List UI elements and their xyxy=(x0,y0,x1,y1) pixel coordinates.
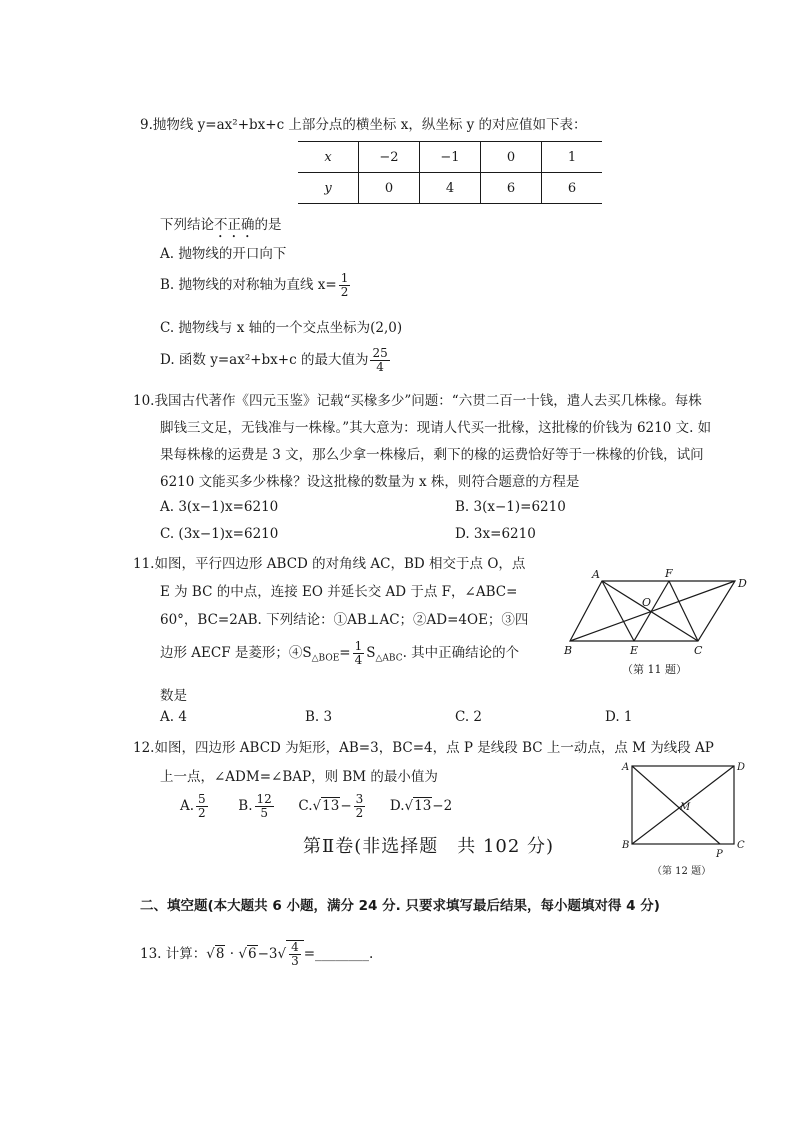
label-d: D xyxy=(737,762,746,773)
q10-number: 10. xyxy=(133,393,155,409)
segment-ap xyxy=(632,766,720,844)
q9-option-b-fraction xyxy=(339,272,351,299)
segment-ef xyxy=(634,581,669,641)
q11-line4-pre: 边形 AECF 是菱形；④S xyxy=(160,645,312,661)
fraction-denominator: 2 xyxy=(340,285,349,299)
q11-option-b: B. 3 xyxy=(305,709,333,725)
label-f: F xyxy=(665,567,673,580)
q12-option-a xyxy=(180,792,210,820)
q12-number: 12. xyxy=(133,740,155,756)
q11-option-a: A. 4 xyxy=(160,709,187,725)
label-c: C xyxy=(737,840,745,851)
section2-title: 二、填空题(本大题共 6 小题，满分 24 分. 只要求填写最后结果，每小题填对得 4 分) xyxy=(140,898,660,914)
q11-line4 xyxy=(160,640,519,667)
q11-line4-post: . 其中正确结论的个 xyxy=(402,645,520,661)
q13-text: 计算： xyxy=(165,946,207,962)
q10-line2: 脚钱三文足，无钱准与一株椽。”其大意为：现请人代买一批椽，这批椽的价钱为 6210 文. 如 xyxy=(160,420,712,436)
part2-title: 第Ⅱ卷(非选择题 共 102 分) xyxy=(303,836,555,857)
q9-option-a: A. 抛物线的开口向下 xyxy=(160,246,287,262)
q12-option-b-fraction xyxy=(255,793,274,820)
q9-stem-text: 抛物线 y=ax²+bx+c 上部分点的横坐标 x，纵坐标 y 的对应值如下表： xyxy=(152,117,587,133)
label-a: A xyxy=(592,568,600,581)
diagonal-bd xyxy=(570,581,735,641)
q9-option-b-text: B. 抛物线的对称轴为直线 x= xyxy=(160,277,337,293)
q9-option-c: C. 抛物线与 x 轴的一个交点坐标为(2,0) xyxy=(160,320,403,336)
q9-option-d xyxy=(160,347,392,374)
q9-cell: 4 xyxy=(420,173,481,204)
option-label: A. xyxy=(180,798,195,814)
radicand: 6 xyxy=(247,946,257,962)
q9-cell: 0 xyxy=(359,173,420,204)
q9-cell: 6 xyxy=(481,173,542,204)
multiply-dot: · xyxy=(229,946,235,962)
fraction-denominator: 2 xyxy=(198,806,206,820)
minus-sign: − xyxy=(340,798,352,814)
q10-line4: 6210 文能买多少株椽？设这批椽的数量为 x 株，则符合题意的方程是 xyxy=(160,474,580,490)
q9-prompt-pre: 下列结论 xyxy=(160,217,214,233)
q9-prompt xyxy=(160,213,282,241)
q9-prompt-post: 的是 xyxy=(254,217,282,233)
fraction-numerator: 1 xyxy=(340,271,349,285)
radicand: 13 xyxy=(322,798,340,814)
fraction-numerator: 5 xyxy=(198,792,206,806)
q11-line1 xyxy=(133,552,525,572)
q12-figure xyxy=(620,758,755,880)
fraction-denominator: 5 xyxy=(260,806,268,820)
label-d: D xyxy=(738,577,747,590)
q11-line3: 60°，BC=2AB. 下列结论：①AB⊥AC；②AD=4OE；③四 xyxy=(160,612,529,628)
q9-number: 9. xyxy=(140,117,153,133)
fraction-numerator: 3 xyxy=(355,792,364,806)
q9-table-row-y xyxy=(298,173,602,204)
area-symbol: S xyxy=(366,645,376,661)
fraction-denominator: 3 xyxy=(291,954,299,968)
q13-fraction xyxy=(289,941,301,968)
q12-option-d: D.√13−2 xyxy=(389,798,453,814)
q10-option-c: C. (3x−1)x=6210 xyxy=(160,526,279,542)
q13-number: 13. xyxy=(140,946,162,962)
q9-option-d-fraction xyxy=(370,347,389,374)
q12-option-a-fraction xyxy=(196,793,208,820)
segment-ae xyxy=(602,581,634,641)
q9-cell: 1 xyxy=(542,142,603,173)
fraction-numerator: 12 xyxy=(256,792,272,806)
q12-option-b xyxy=(238,792,276,820)
q12-line1 xyxy=(133,736,714,756)
label-p: P xyxy=(716,849,723,860)
label-b: B xyxy=(564,644,573,657)
q10-line3: 果每株椽的运费是 3 文，那么少拿一株椽后，剩下的椽的运费恰好等于一株椽的价钱，试问 xyxy=(160,447,704,463)
q12-line1-text: 如图，四边形 ABCD 为矩形，AB=3，BC=4，点 P 是线段 BC 上一动点，点 M 为线段 AP xyxy=(154,740,714,756)
q13-line: 13. 计算：√8 · √6−3√ $\frac{4}{3}$ =________. xyxy=(140,940,374,968)
q11-option-d: D. 1 xyxy=(605,709,633,725)
q11-line2: E 为 BC 的中点，连接 EO 并延长交 AD 于点 F，∠ABC= xyxy=(160,584,518,600)
q11-fraction xyxy=(353,640,365,667)
radicand: 8 xyxy=(215,946,225,962)
label-o: O xyxy=(642,596,652,609)
q12-options xyxy=(180,793,452,820)
q9-stem xyxy=(140,113,587,133)
option-label: B. xyxy=(238,798,253,814)
label-e: E xyxy=(630,644,639,657)
q12-line2: 上一点，∠ADM=∠BAP，则 BM 的最小值为 xyxy=(160,769,438,785)
area-subscript: △ABC xyxy=(375,653,403,664)
fraction-numerator: 1 xyxy=(354,639,363,653)
q9-option-b xyxy=(160,272,352,299)
q11-number: 11. xyxy=(133,556,155,572)
option-label: C. xyxy=(298,798,313,814)
q12-option-c-fraction xyxy=(354,793,366,820)
q9-table-row-x xyxy=(298,142,602,173)
q9-option-d-text: D. 函数 y=ax²+bx+c 的最大值为 xyxy=(160,352,369,368)
fraction-numerator: 25 xyxy=(372,346,388,360)
label-c: C xyxy=(694,644,703,657)
minus-three: −3 xyxy=(257,946,278,962)
q9-cell: 6 xyxy=(542,173,603,204)
q11-figure-caption: （第 11 题） xyxy=(622,663,687,676)
label-m: M xyxy=(680,802,691,813)
fraction-denominator: 4 xyxy=(376,360,384,374)
fraction-denominator: 4 xyxy=(354,653,363,667)
answer-blank: =________. xyxy=(303,946,374,962)
q10-option-b: B. 3(x−1)=6210 xyxy=(455,499,566,515)
fraction-numerator: 4 xyxy=(291,940,299,954)
q11-figure xyxy=(560,565,750,680)
q10-option-d: D. 3x=6210 xyxy=(455,526,536,542)
radicand: 13 xyxy=(414,798,432,814)
q9-cell: −1 xyxy=(420,142,481,173)
q11-line1-text: 如图，平行四边形 ABCD 的对角线 AC，BD 相交于点 O，点 xyxy=(154,556,526,572)
equals-sign: = xyxy=(339,645,351,661)
minus-two: −2 xyxy=(432,798,453,814)
label-a: A xyxy=(622,762,630,773)
fraction-denominator: 2 xyxy=(355,806,364,820)
q10-line1-text: 我国古代著作《四元玉鉴》记载“买椽多少”问题：“六贯二百一十钱，遣人去买几株椽。每株 xyxy=(154,393,702,409)
q9-table xyxy=(298,141,602,204)
q12-option-c: C.√13− $\frac{3}{2}$ xyxy=(298,792,364,820)
label-b: B xyxy=(622,840,630,851)
q11-option-c: C. 2 xyxy=(455,709,483,725)
q11-line5: 数是 xyxy=(160,688,187,704)
area-subscript: △BOE xyxy=(311,653,340,664)
q10-option-a: A. 3(x−1)x=6210 xyxy=(160,499,279,515)
q9-prompt-emphasis: 不正确 xyxy=(214,217,255,233)
q12-figure-caption: （第 12 题） xyxy=(652,866,712,877)
q10-line1 xyxy=(133,389,702,409)
option-label: D. xyxy=(389,798,405,814)
q9-cell: −2 xyxy=(359,142,420,173)
q9-cell: y xyxy=(298,173,359,204)
q9-cell: 0 xyxy=(481,142,542,173)
q9-cell: x xyxy=(298,142,359,173)
